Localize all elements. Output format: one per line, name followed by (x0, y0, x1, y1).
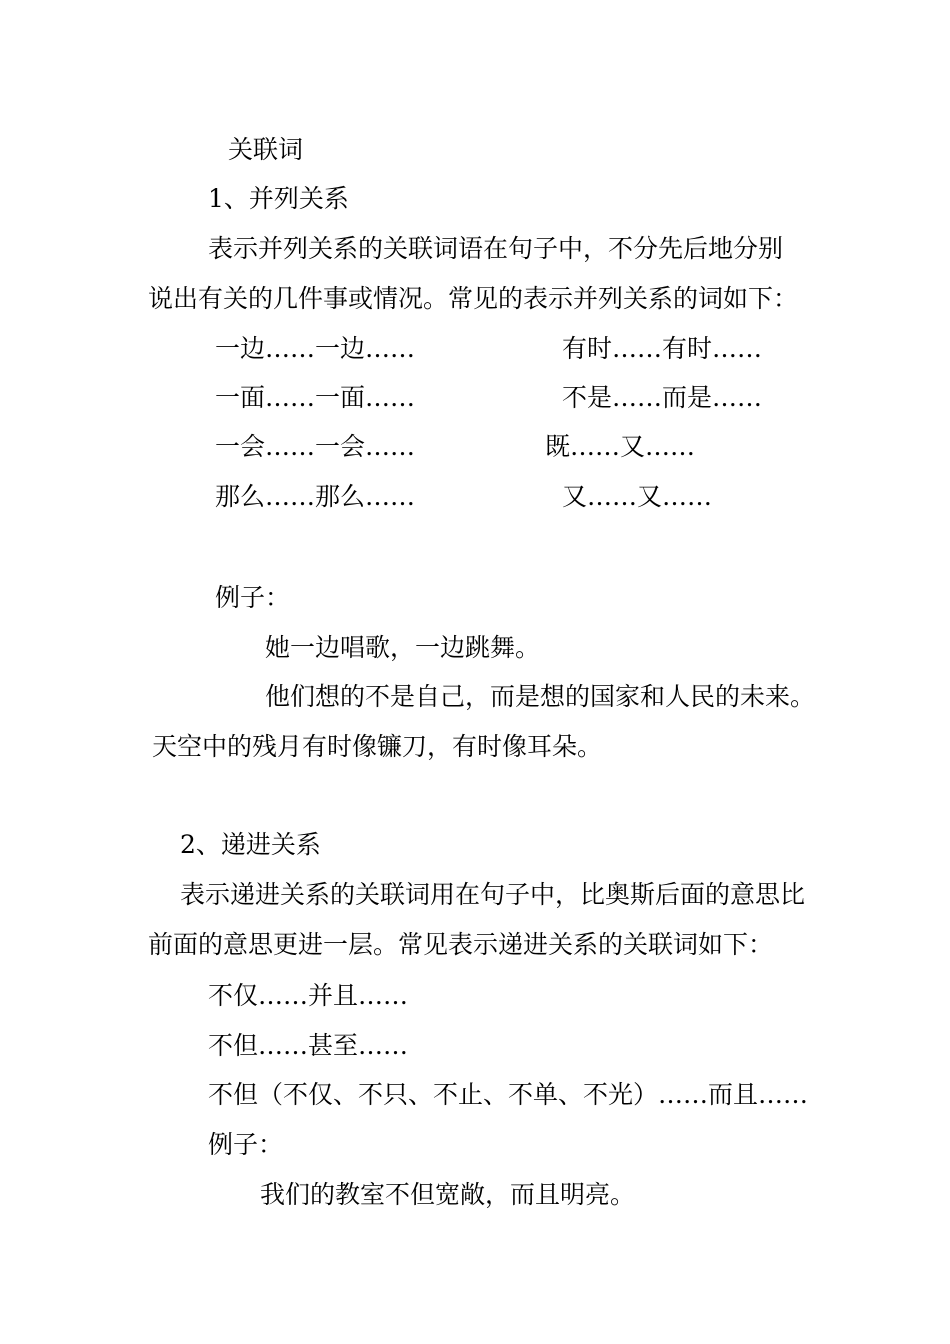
section-2-example-label: 例子： (208, 1130, 284, 1159)
section-2-example-1: 我们的教室不但宽敞，而且明亮。 (260, 1180, 636, 1209)
section-2-heading: 2、递进关系 (180, 830, 321, 859)
section-1-example-1: 她一边唱歌，一边跳舞。 (265, 633, 541, 662)
section-2-description-line-2: 前面的意思更进一层。常见表示递进关系的关联词如下： (148, 930, 774, 959)
pair-left-4: 那么……那么…… (215, 482, 416, 511)
section-2-item-2: 不但……甚至…… (208, 1031, 409, 1060)
pair-left-3: 一会……一会…… (215, 432, 416, 461)
pair-right-1: 有时……有时…… (562, 334, 763, 363)
section-1-example-2: 他们想的不是自己，而是想的国家和人民的未来。 (265, 682, 816, 711)
section-1-description-line-1: 表示并列关系的关联词语在句子中，不分先后地分别 (208, 234, 784, 263)
section-1-heading: 1、并列关系 (208, 184, 349, 213)
pair-right-3: 既……又…… (545, 432, 696, 461)
section-1-example-3: 天空中的残月有时像镰刀，有时像耳朵。 (152, 732, 603, 761)
section-2-item-1: 不仅……并且…… (208, 981, 409, 1010)
section-1-example-label: 例子： (215, 583, 291, 612)
pair-left-2: 一面……一面…… (215, 383, 416, 412)
pair-left-1: 一边……一边…… (215, 334, 416, 363)
pair-right-2: 不是……而是…… (562, 383, 763, 412)
section-1-description-line-2: 说出有关的几件事或情况。常见的表示并列关系的词如下： (148, 284, 799, 313)
pair-right-4: 又……又…… (562, 482, 713, 511)
page-title: 关联词 (228, 135, 304, 164)
section-2-item-3: 不但（不仅、不只、不止、不单、不光）……而且…… (208, 1080, 809, 1109)
section-2-description-line-1: 表示递进关系的关联词用在句子中，比奥斯后面的意思比 (180, 880, 806, 909)
